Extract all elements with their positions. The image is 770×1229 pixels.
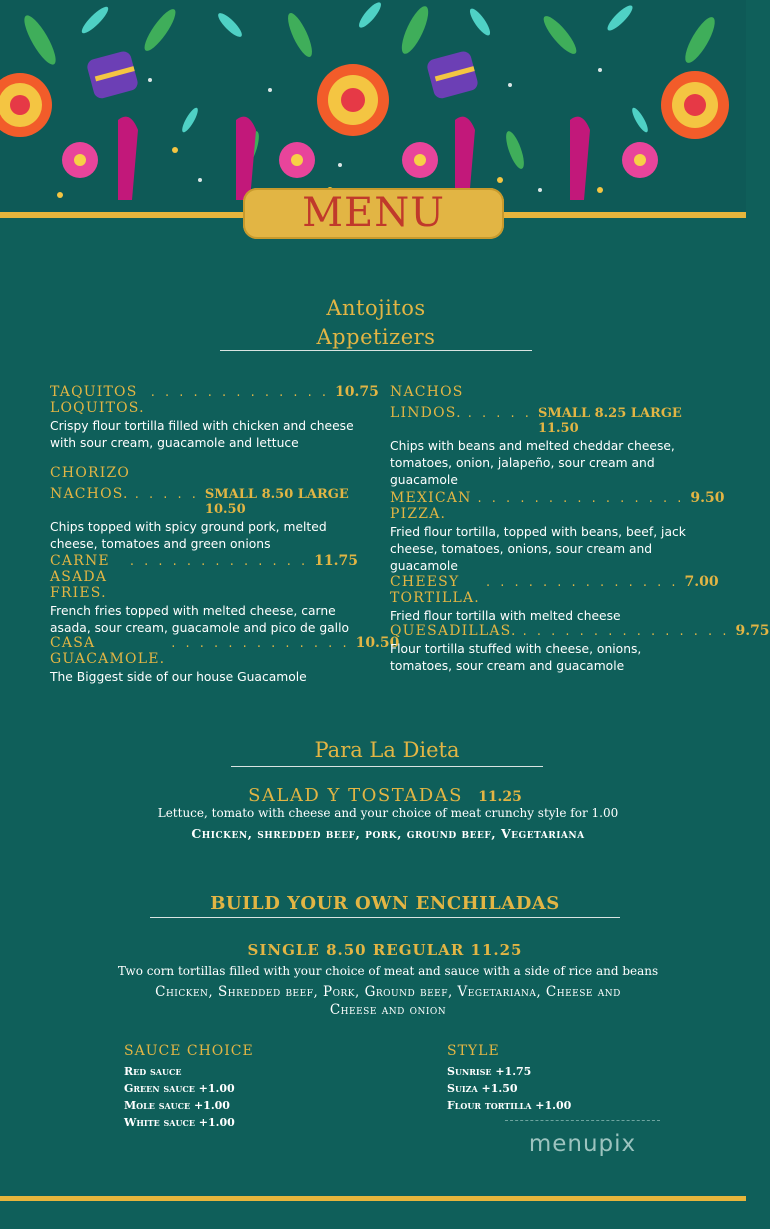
- menu-item-mexican-pizza: MEXICAN PIZZA. . . . . . . . . . . . . . . . 9.50 Fried flour tortilla, topped with beans, beef, jack cheese, tomatoes, onions, sour cream and guacamole: [390, 490, 725, 573]
- menu-item-taquitos: TAQUITOS LOQUITOS. . . . . . . . . . . . . . 10.75 Crispy flour tortilla filled with chicken and cheese with sour cream, guacamole and lettuce: [50, 384, 379, 450]
- sauce-choice-title: SAUCE CHOICE: [124, 1043, 254, 1059]
- appetizers-divider: [220, 350, 532, 351]
- enchiladas-divider: [150, 917, 620, 918]
- item-price: 11.25: [478, 789, 522, 805]
- item-name-line1: CHORIZO: [50, 465, 131, 481]
- sauce-choice-section: [124, 1043, 254, 1131]
- item-description: Chips with beans and melted cheddar cheese, tomatoes, onion, jalapeño, sour cream and guacamole: [390, 439, 675, 487]
- item-price: SMALL 8.25 LARGE 11.50: [537, 406, 682, 436]
- item-price: 10.50: [355, 635, 400, 651]
- menu-title: MENU: [302, 190, 445, 236]
- item-name: SALAD Y TOSTADAS: [248, 785, 463, 806]
- appetizers-title-es: Antojitos: [326, 296, 426, 320]
- dieta-heading: Para La Dieta: [314, 738, 460, 762]
- item-price: SMALL 8.50 LARGE 10.50: [204, 487, 349, 517]
- item-name: CASA GUACAMOLE.: [50, 635, 166, 667]
- menu-item-quesadillas: QUESADILLAS. . . . . . . . . . . . . . . . 9.75 Flour tortilla stuffed with cheese, onions, tomatoes, sour cream and guacamole: [390, 623, 770, 673]
- menu-title-badge: [243, 188, 504, 239]
- sauce-option: Red sauce: [124, 1065, 182, 1078]
- item-name: MEXICAN PIZZA.: [390, 490, 472, 522]
- item-price: 11.75: [314, 553, 358, 569]
- salad-tostadas-description: Lettuce, tomato with cheese and your choice of meat crunchy style for 1.00: [157, 806, 619, 820]
- item-name: LINDOS.: [390, 405, 462, 421]
- item-description: The Biggest side of our house Guacamole: [50, 670, 307, 684]
- item-description: Fried flour tortilla with melted cheese: [390, 609, 621, 623]
- appetizers-title-en: Appetizers: [316, 325, 436, 349]
- menu-item-chorizo-nachos: CHORIZO NACHOS. . . . . . SMALL 8.50 LARGE 10.50 Chips topped with spicy ground pork, melted cheese, tomatoes and green onions: [50, 465, 358, 553]
- item-price: 10.75: [335, 384, 379, 400]
- sauce-option: Green sauce +1.00: [124, 1082, 235, 1095]
- item-name: QUESADILLAS.: [390, 623, 517, 639]
- watermark-text: menupix: [528, 1131, 637, 1157]
- item-name: CARNE ASADA FRIES.: [50, 553, 110, 601]
- salad-tostadas-item: [150, 785, 620, 806]
- sauce-option: White sauce +1.00: [124, 1116, 235, 1129]
- menupix-watermark: [505, 1120, 660, 1176]
- floral-pattern-graphic: [0, 0, 746, 218]
- item-price: 9.50: [690, 490, 725, 506]
- item-name: NACHOS.: [50, 486, 129, 502]
- sauce-option: Mole sauce +1.00: [124, 1099, 230, 1112]
- enchiladas-prices: SINGLE 8.50 REGULAR 11.25: [247, 941, 523, 959]
- item-name-line1: NACHOS: [390, 384, 464, 400]
- item-description: Chips topped with spicy ground pork, melted cheese, tomatoes and green onions: [50, 520, 327, 551]
- style-option: Suiza +1.50: [447, 1082, 518, 1095]
- bottom-gold-line: [0, 1196, 746, 1201]
- menu-item-nachos-lindos: NACHOS LINDOS. . . . . . SMALL 8.25 LARGE 11.50 Chips with beans and melted cheddar cheese, tomatoes, onion, jalapeño, sour cream and guacamole: [390, 384, 698, 489]
- item-description: Fried flour tortilla, topped with beans, beef, jack cheese, tomatoes, onions, sour cream and guacamole: [390, 525, 686, 573]
- item-price: 9.75: [735, 623, 770, 639]
- item-name: CHEESY TORTILLA.: [390, 574, 480, 606]
- menu-item-carne-asada-fries: CARNE ASADA FRIES. . . . . . . . . . . . . . 11.75 French fries topped with melted cheese, carne asada, sour cream, guacamole and pico de gallo: [50, 553, 358, 635]
- menu-item-casa-guacamole: CASA GUACAMOLE. . . . . . . . . . . . . . 10.50 The Biggest side of our house Guacamole: [50, 635, 400, 684]
- item-name: TAQUITOS LOQUITOS.: [50, 384, 145, 416]
- dieta-divider: [231, 766, 543, 767]
- item-description: Flour tortilla stuffed with cheese, onions, tomatoes, sour cream and guacamole: [390, 642, 642, 673]
- enchiladas-options-line2: Cheese and onion: [329, 1002, 447, 1018]
- menu-item-cheesy-tortilla: CHEESY TORTILLA. . . . . . . . . . . . . . . 7.00 Fried flour tortilla with melted cheese: [390, 574, 719, 623]
- style-title: STYLE: [447, 1043, 500, 1059]
- item-description: French fries topped with melted cheese, carne asada, sour cream, guacamole and pico de gallo: [50, 604, 350, 635]
- style-option: Flour tortilla +1.00: [447, 1099, 572, 1112]
- item-price: 7.00: [684, 574, 719, 590]
- enchiladas-options-line1: Chicken, Shredded beef, Pork, Ground beef, Vegetariana, Cheese and: [155, 984, 621, 1000]
- style-section: [447, 1043, 571, 1114]
- salad-tostadas-options: Chicken, shredded beef, pork, ground beef, Vegetariana: [191, 826, 585, 841]
- floral-banner: [0, 0, 746, 218]
- item-description: Crispy flour tortilla filled with chicken and cheese with sour cream, guacamole and lettuce: [50, 419, 354, 450]
- enchiladas-heading: BUILD YOUR OWN ENCHILADAS: [210, 893, 560, 914]
- appetizers-heading: [220, 294, 532, 352]
- enchiladas-description: Two corn tortillas filled with your choice of meat and sauce with a side of rice and beans: [117, 964, 659, 978]
- style-option: Sunrise +1.75: [447, 1065, 532, 1078]
